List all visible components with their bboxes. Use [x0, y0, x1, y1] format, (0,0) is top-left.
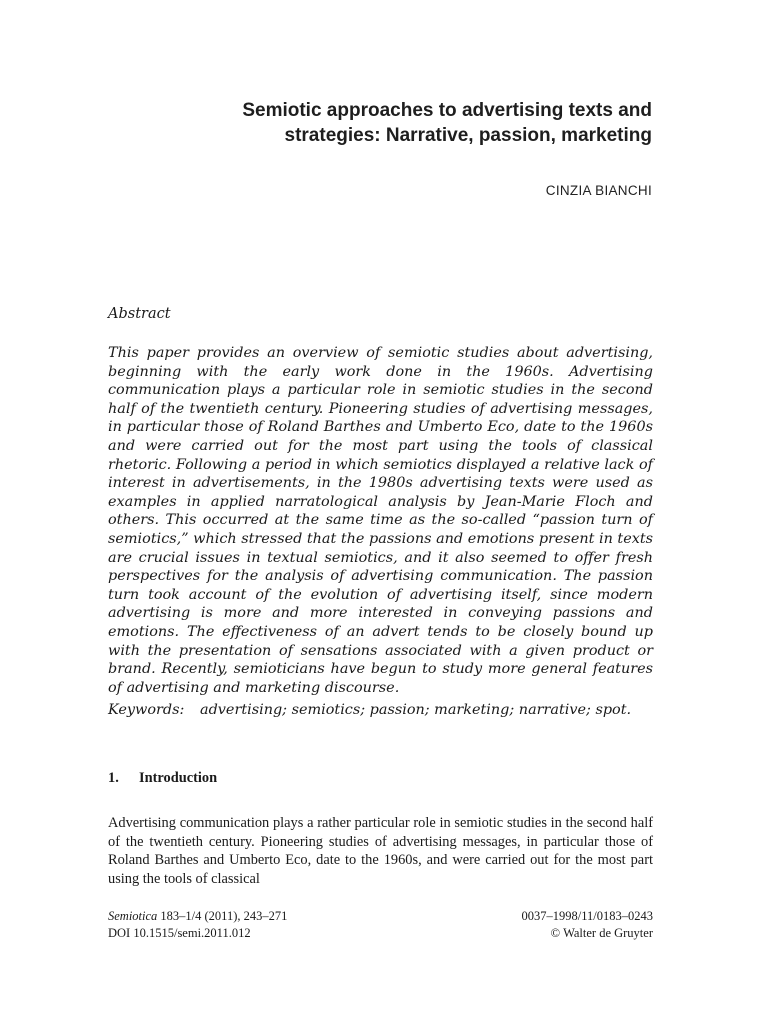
section-number: 1. [108, 770, 119, 786]
doi: DOI 10.1515/semi.2011.012 [108, 926, 251, 940]
citation-line [108, 908, 287, 925]
footer-citation [108, 908, 287, 942]
abstract-heading: Abstract [108, 306, 171, 322]
abstract-text: This paper provides an overview of semiotic studies about advertising, beginning with the early work done in the 1960s. Advertising communication plays a particular role in semiotic studies in the second half of the twentieth century. Pioneering studies of advertising messages, in particular those of Roland Barthes and Umberto Eco, date to the 1960s and were carried out for the most part using the tools of classical rhetoric. Following a period in which semiotics displayed a relative lack of interest in advertisements, in the 1980s advertising texts were used as examples in applied narratological analysis by Jean-Marie Floch and others. This occurred at the same time as the so-called “passion turn of semiotics,” which stressed that the passions and emotions present in texts are crucial issues in textual semiotics, and it also seemed to offer fresh perspectives for the analysis of advertising communication. The passion turn took account of the evolution of advertising itself, since modern advertising is more and more interested in conveying passions and emotions. The effectiveness of an advert tends to be closely bound up with the presentation of sensations associated with a given product or brand. Recently, semioticians have begun to study more general features of advertising and marketing discourse. [108, 345, 653, 696]
section-body-text: Advertising communication plays a rather particular role in semiotic studies in the second half of the twentieth century. Pioneering studies of advertising messages, in particular those of Roland Barthes and Umberto Eco, date to the 1960s, and were carried out for the most part using the tools of classical [108, 815, 653, 887]
issn: 0037–1998/11/0183–0243 [521, 909, 653, 923]
section-title: Introduction [139, 770, 218, 786]
citation-details: 183–1/4 (2011), 243–271 [157, 909, 288, 923]
keywords-line [108, 702, 653, 718]
publisher: © Walter de Gruyter [550, 926, 653, 940]
footer-publisher [522, 908, 653, 942]
keywords-value: advertising; semiotics; passion; marketing; narrative; spot. [200, 702, 632, 718]
author-name: CINZIA BIANCHI [545, 183, 652, 198]
section-heading [108, 770, 217, 787]
article-title: Semiotic approaches to advertising texts and strategies: Narrative, passion, marketing [242, 100, 652, 146]
journal-name: Semiotica [108, 909, 158, 923]
keywords-label: Keywords: [108, 702, 185, 718]
